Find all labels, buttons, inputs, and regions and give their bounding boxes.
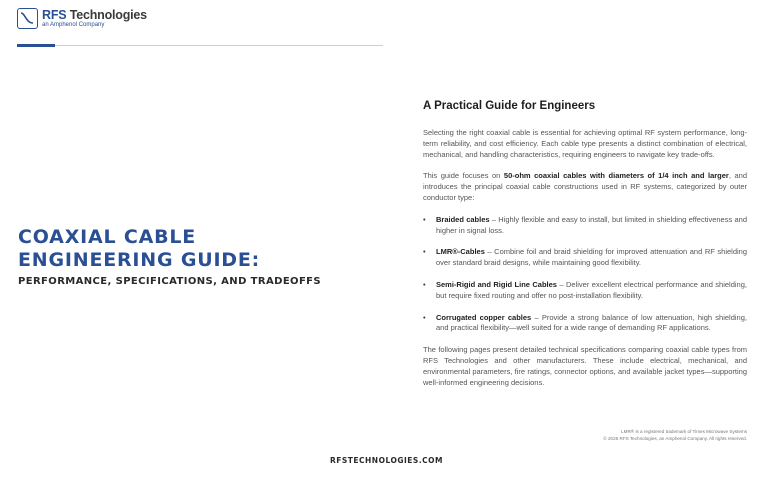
website-url: RFSTECHNOLOGIES.COM (329, 456, 444, 465)
list-item-desc: – Combine foil and braid shielding for improved attenuation and RF shielding over standard braid designs, while maintaining good flexibility. (436, 247, 747, 268)
list-item-term: Semi-Rigid and Rigid Line Cables (436, 279, 557, 289)
list-item-desc: – Provide a strong balance of low attenuation, high shielding, and practical flexibility—well suited for a wide range of demanding RF applications. (436, 312, 747, 333)
list-item-term: Corrugated copper cables (436, 312, 532, 322)
section-heading: A Practical Guide for Engineers (423, 100, 596, 112)
list-item-term: LMR®-Cables (436, 247, 485, 257)
title-line-2: ENGINEERING GUIDE: (18, 249, 261, 271)
focus-text-start: This guide focuses on (423, 171, 504, 181)
content-column (423, 100, 747, 399)
document-title-block (18, 226, 348, 287)
header-divider (17, 45, 383, 46)
cable-type-list (423, 215, 747, 334)
copyright-notice: © 2025 RFS Technologies, an Amphenol Company. All rights reserved. (603, 435, 747, 441)
intro-paragraph: Selecting the right coaxial cable is essential for achieving optimal RF system performance, long-term reliability, and cost efficiency. Each cable type presents a distinct combination of electrical, mechanical, and handling characteristics, requiring engineers to navigate key trade-offs. (423, 128, 747, 159)
focus-text-end: , and introduces the principal coaxial cable constructions used in RF systems, categorized by outer conductor type: (423, 171, 747, 202)
logo-wordmark (42, 9, 147, 22)
focus-text-emphasis: 50-ohm coaxial cables with diameters of 1/4 inch and larger (503, 171, 729, 181)
legal-footnote (603, 429, 747, 442)
list-item (423, 280, 747, 302)
list-item-desc: – Highly flexible and easy to install, but limited in shielding effectiveness and higher in signal loss. (436, 214, 747, 235)
logo-technologies: Technologies (69, 7, 147, 22)
list-item (423, 215, 747, 237)
list-item-desc: – Deliver excellent electrical performance and shielding, but require fixed routing and offer no post-installation flexibility. (436, 279, 747, 300)
logo-tagline: an Amphenol Company (42, 22, 105, 29)
trademark-notice: LMR® is a registered trademark of Times Microwave Systems (621, 429, 747, 434)
company-logo (17, 8, 147, 29)
document-subtitle: PERFORMANCE, SPECIFICATIONS, AND TRADEOFFS (18, 276, 322, 287)
title-line-1: COAXIAL CABLE (18, 226, 197, 248)
list-item (423, 313, 747, 335)
logo-rfs: RFS (42, 7, 67, 22)
rfs-logo-icon (17, 8, 38, 29)
closing-paragraph: The following pages present detailed technical specifications comparing coaxial cable types from RFS Technologies and other manufacturers. These include electrical, mechanical, and environmental parameters, fire ratings, connector options, and available jacket types—supporting well-informed engineering decisions. (423, 345, 747, 387)
header-divider-accent (17, 44, 55, 47)
focus-paragraph (423, 171, 747, 203)
list-item-term: Braided cables (436, 214, 490, 224)
list-item (423, 247, 747, 269)
